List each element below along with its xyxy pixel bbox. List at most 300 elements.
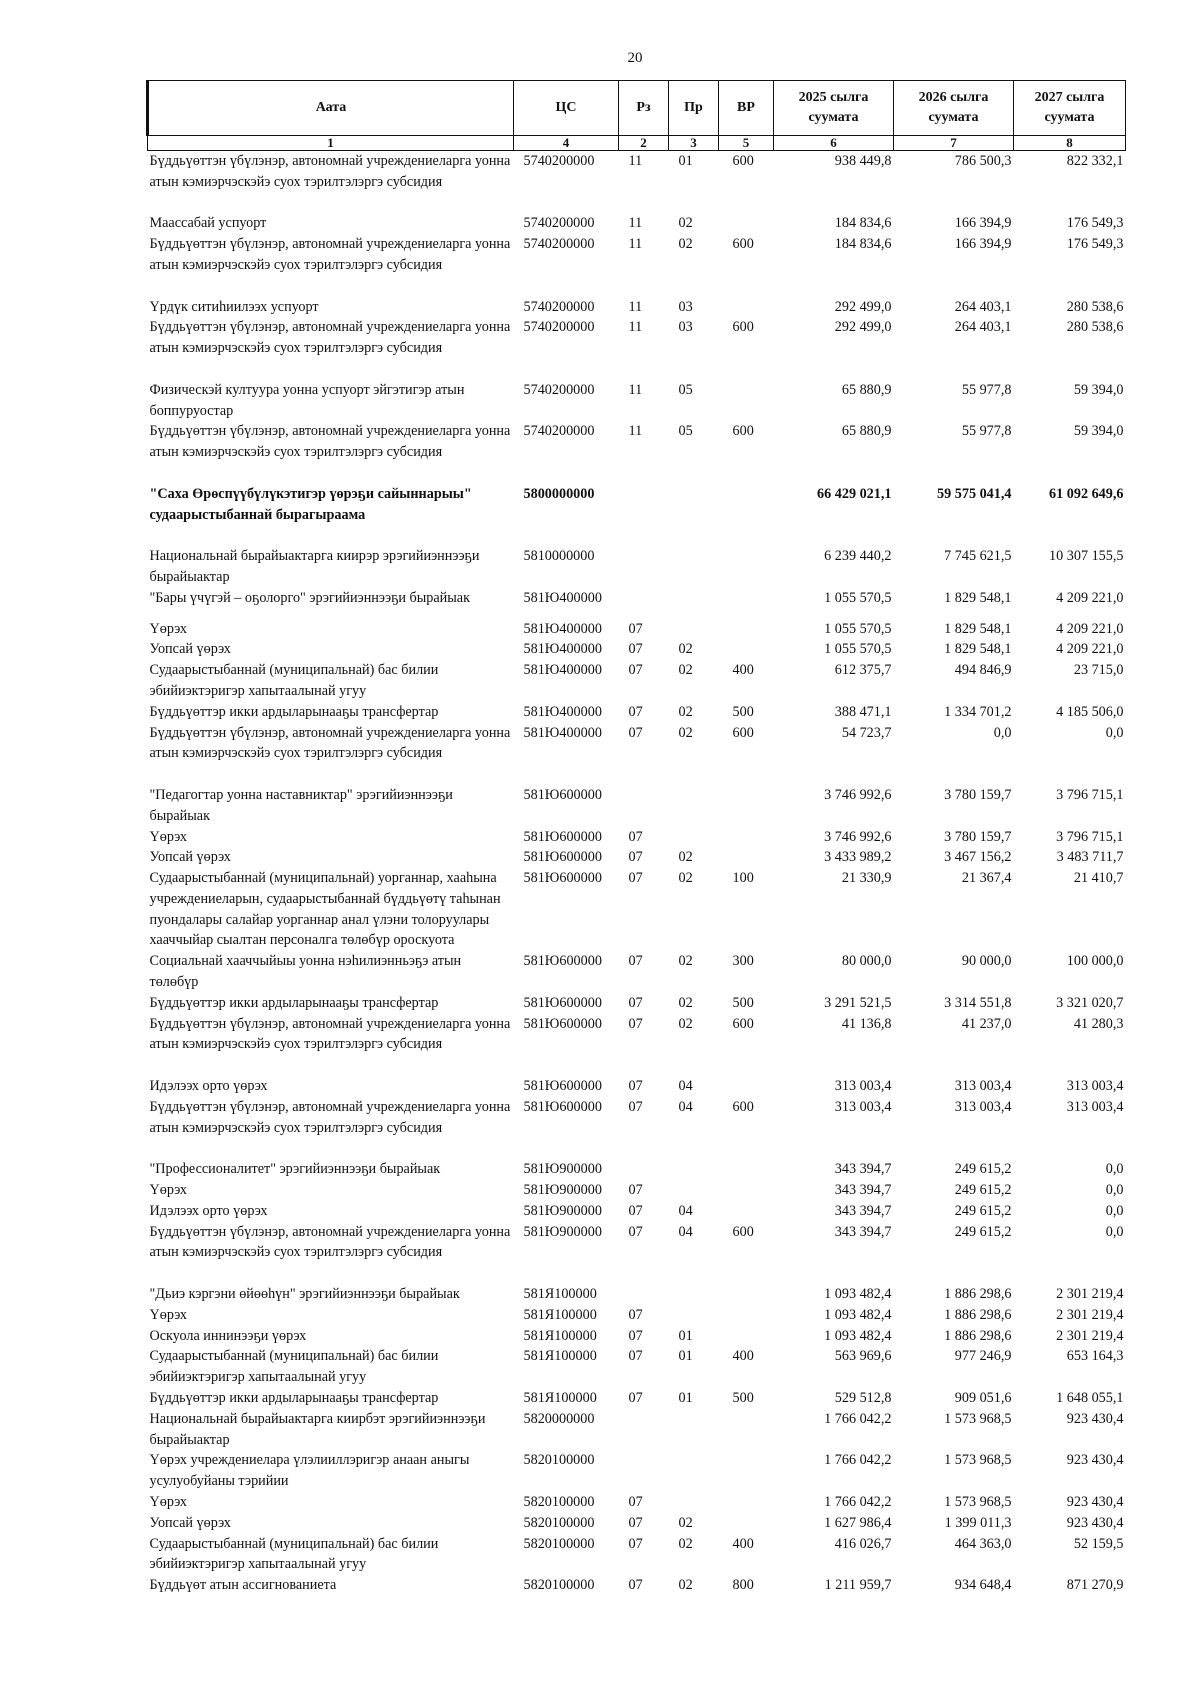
row-amount-2027: 923 430,4 [1066,1410,1124,1427]
row-section: 07 [628,641,643,658]
row-subsection [669,1305,719,1326]
row-amount-2025: 3 746 992,6 [824,786,892,803]
row-expense-type [719,1409,774,1451]
row-section: 07 [628,828,643,845]
row-section [619,588,669,609]
table-row [148,993,1126,1014]
row-amount-2027: 280 538,6 [1066,319,1124,336]
row-subsection: 02 [678,849,693,866]
row-amount-2027: 923 430,4 [1066,1494,1124,1510]
row-expense-type [719,1305,774,1326]
table-row [148,723,1126,765]
row-amount-2026: 59 575 041,4 [937,485,1012,502]
row-name: Бүддьүөттэн үбүлэнэр, автономнай учреждениеларга уонна атын кэмиэрчэскэйэ суох тэрилтэлэргэ субсидия [149,153,511,190]
row-subsection [669,484,719,526]
row-name: Уопсай үөрэх [149,849,231,866]
header-number: 1 [148,136,514,151]
row-amount-2027: 653 164,3 [1066,1348,1124,1365]
row-subsection: 02 [678,1015,693,1032]
row-amount-2027: 0,0 [1105,724,1124,741]
row-expense-type [719,297,774,318]
row-name: Социальнай хааччыйыы уонна нэһилиэнньэҕэ атын төлөбүр [149,953,462,991]
row-amount-2025: 938 449,8 [834,153,892,169]
row-name: Үөрэх [149,1494,187,1510]
spacer-cell [148,1138,1126,1159]
row-name: "Дьиэ кэргэни өйөөһүн" эрэгийиэннээҕи бырайыак [149,1286,460,1303]
row-name: Үөрэх [149,1182,187,1199]
row-name: Бүддьүөттэр икки ардыларынааҕы трансфертар [149,703,439,720]
row-code: 581Ю900000 [523,1182,602,1199]
row-code: 581Я100000 [523,1390,597,1407]
spacer-cell [148,1055,1126,1076]
spacer-row [148,1263,1126,1284]
row-amount-2026: 55 977,8 [961,381,1012,398]
row-subsection: 04 [678,1078,693,1095]
row-amount-2026: 934 648,4 [954,1577,1012,1594]
row-name: Бүддьүөттэн үбүлэнэр, автономнай учреждениеларга уонна атын кэмиэрчэскэйэ суох тэрилтэлэргэ субсидия [149,236,511,273]
row-expense-type: 600 [732,724,754,741]
spacer-cell [148,764,1126,785]
row-section: 07 [628,1015,643,1032]
row-expense-type [719,1201,774,1222]
row-amount-2027: 0,0 [1105,1202,1124,1219]
table-body [148,151,1126,1596]
row-expense-type [719,380,774,422]
row-amount-2026: 3 780 159,7 [944,828,1012,845]
row-section: 07 [628,662,643,679]
row-section: 07 [628,1514,643,1531]
row-section [619,484,669,526]
row-subsection [669,1159,719,1180]
header-number: 5 [719,136,774,151]
row-subsection [669,785,719,827]
row-amount-2025: 65 880,9 [841,423,892,440]
row-code: 5820100000 [523,1514,595,1531]
row-section: 07 [628,1327,643,1344]
header-vr: ВР [719,81,774,136]
row-amount-2025: 343 394,7 [834,1161,892,1178]
row-subsection [669,588,719,609]
budget-table [146,80,1126,1596]
row-amount-2025: 529 512,8 [834,1390,892,1407]
row-expense-type [719,1076,774,1097]
table-row [148,421,1126,463]
row-section: 11 [628,423,643,440]
row-name: Оскуола иннинээҕи үөрэх [149,1327,307,1344]
spacer-cell [148,193,1126,214]
row-name: Бүддьүөт атын ассигнованиета [149,1577,337,1594]
row-section [619,1284,669,1305]
header-cs: ЦС [514,81,619,136]
row-section: 07 [628,1494,643,1510]
row-amount-2026: 166 394,9 [954,215,1012,232]
row-name: Идэлээх орто үөрэх [149,1202,268,1219]
row-amount-2027: 10 307 155,5 [1049,548,1124,565]
row-section: 07 [628,870,643,887]
row-subsection: 01 [678,1327,693,1344]
row-name: Үөрэх [149,1306,187,1323]
table-row [148,1534,1126,1576]
row-section [619,785,669,827]
row-amount-2026: 7 745 621,5 [944,548,1012,565]
table-row [148,702,1126,723]
row-amount-2025: 1 766 042,2 [824,1494,892,1510]
header-2026: 2026 сылга суумата [894,81,1014,136]
spacer-cell [148,1263,1126,1284]
row-amount-2025: 1 055 570,5 [824,641,892,658]
row-amount-2026: 55 977,8 [961,423,1012,440]
row-section [619,1450,669,1492]
row-amount-2025: 65 880,9 [841,381,892,398]
row-name: Судаарыстыбаннай (муниципальнай) уорганнар, хааһына учреждениеларын, судаарыстыбаннай бүддьүөтү таһынан пуондалары салайар уорганнар анал үлэни толоруулары хааччыйар сыалтан персоналга төлөбүр ороскуота [149,870,501,949]
row-amount-2026: 249 615,2 [954,1161,1012,1178]
row-code: 581Ю400000 [523,662,602,679]
row-section [619,546,669,588]
row-name: Бүддьүөттэр икки ардыларынааҕы трансфертар [149,994,439,1011]
row-section: 07 [628,1223,643,1240]
header-number: 7 [894,136,1014,151]
row-name: Идэлээх орто үөрэх [149,1078,268,1095]
row-subsection: 01 [678,153,693,169]
table-row [148,1180,1126,1201]
row-amount-2025: 6 239 440,2 [824,548,892,565]
table-row [148,639,1126,660]
row-amount-2025: 1 055 570,5 [824,589,892,606]
table-row [148,847,1126,868]
table-row [148,546,1126,588]
row-amount-2026: 166 394,9 [954,236,1012,253]
row-amount-2027: 3 796 715,1 [1056,828,1124,845]
table-row [148,317,1126,359]
row-name: Судаарыстыбаннай (муниципальнай) бас билии эбийиэктэригэр хапытаалынай угуу [149,1535,439,1573]
row-section: 07 [628,1577,643,1594]
table-row [148,1513,1126,1534]
spacer-row [148,609,1126,619]
table-row [148,484,1126,526]
header-number: 8 [1014,136,1126,151]
row-amount-2026: 41 237,0 [961,1015,1012,1032]
row-code: 581Ю600000 [523,828,602,845]
table-row [148,151,1126,193]
row-amount-2027: 871 270,9 [1066,1577,1124,1594]
row-amount-2025: 313 003,4 [834,1098,892,1115]
row-amount-2027: 100 000,0 [1066,953,1124,970]
row-subsection: 03 [678,319,693,336]
row-amount-2026: 786 500,3 [954,153,1012,169]
row-name: Үрдүк ситиһиилээх успуорт [149,298,319,315]
row-amount-2027: 59 394,0 [1073,423,1124,440]
row-code: 5740200000 [523,423,595,440]
row-expense-type: 500 [732,994,754,1011]
row-code: 5740200000 [523,236,595,253]
table-row [148,1222,1126,1264]
row-code: 581Ю600000 [523,953,602,970]
header-name: Аата [148,81,514,136]
row-section: 07 [628,1306,643,1323]
row-code: 581Ю900000 [523,1223,602,1240]
row-section: 07 [628,1078,643,1095]
row-expense-type: 400 [732,662,754,679]
row-code: 5810000000 [523,548,595,565]
row-amount-2026: 494 846,9 [954,662,1012,679]
row-expense-type: 300 [732,953,754,970]
row-expense-type [719,1450,774,1492]
row-code: 5740200000 [523,153,595,169]
row-name: Үөрэх [149,828,187,845]
row-amount-2027: 61 092 649,6 [1049,485,1124,502]
row-subsection: 01 [678,1390,693,1407]
row-amount-2026: 21 367,4 [961,870,1012,887]
row-amount-2026: 1 573 968,5 [944,1452,1012,1469]
row-name: Үөрэх [149,620,187,637]
row-amount-2027: 0,0 [1105,1161,1124,1178]
header-rz: Рз [619,81,669,136]
row-amount-2027: 2 301 219,4 [1056,1286,1124,1303]
row-amount-2027: 4 209 221,0 [1056,641,1124,658]
row-name: Национальнай бырайыактарга киирбэт эрэгийиэннээҕи бырайыактар [149,1410,486,1448]
row-amount-2025: 343 394,7 [834,1182,892,1199]
header-2027: 2027 сылга суумата [1014,81,1126,136]
row-code: 581Ю900000 [523,1161,602,1178]
row-code: 5820100000 [523,1494,595,1510]
row-amount-2027: 4 185 506,0 [1056,703,1124,720]
row-expense-type: 800 [732,1577,754,1594]
row-amount-2025: 3 433 989,2 [824,849,892,866]
row-name: Үөрэх учреждениелара үлэлииллэригэр анаан аныгы усулуобуйаны тэрийии [149,1452,470,1490]
table-row [148,827,1126,848]
row-expense-type [719,1284,774,1305]
row-amount-2027: 3 796 715,1 [1056,786,1124,803]
row-expense-type: 500 [732,1390,754,1407]
row-amount-2027: 176 549,3 [1066,215,1124,232]
row-section: 07 [628,1348,643,1365]
row-amount-2027: 923 430,4 [1066,1452,1124,1469]
row-expense-type [719,827,774,848]
row-name: "Саха Өрөспүүбүлүкэтигэр үөрэҕи сайыннарыы" судаарыстыбаннай бырагыраама [149,485,472,523]
row-section: 11 [628,298,643,315]
spacer-cell [148,359,1126,380]
row-code: 5740200000 [523,381,595,398]
row-code: 5820100000 [523,1535,595,1552]
row-code: 581Я100000 [523,1348,597,1365]
row-subsection: 02 [678,662,693,679]
row-expense-type [719,1513,774,1534]
row-subsection [669,1409,719,1451]
row-amount-2025: 313 003,4 [834,1078,892,1095]
row-code: 5820100000 [523,1452,595,1469]
row-expense-type [719,1180,774,1201]
header-number: 4 [514,136,619,151]
row-expense-type: 600 [732,319,754,336]
row-amount-2027: 3 321 020,7 [1056,994,1124,1011]
row-section: 07 [628,1390,643,1407]
header-number: 6 [774,136,894,151]
row-section: 11 [628,215,643,232]
row-amount-2025: 343 394,7 [834,1202,892,1219]
row-expense-type [719,546,774,588]
row-subsection [669,1450,719,1492]
row-amount-2025: 1 093 482,4 [824,1327,892,1344]
budget-table-container [146,80,1124,1596]
row-subsection: 04 [678,1223,693,1240]
row-subsection: 02 [678,215,693,232]
spacer-cell [148,463,1126,484]
row-code: 581Ю600000 [523,849,602,866]
row-amount-2026: 464 363,0 [954,1535,1012,1552]
row-code: 581Ю600000 [523,1078,602,1095]
row-amount-2026: 1 829 548,1 [944,589,1012,606]
row-expense-type [719,847,774,868]
row-subsection: 02 [678,1535,693,1552]
row-amount-2025: 1 211 959,7 [824,1577,892,1594]
row-subsection: 02 [678,994,693,1011]
row-subsection: 02 [678,870,693,887]
row-expense-type: 100 [732,870,754,887]
table-row [148,1346,1126,1388]
row-amount-2026: 909 051,6 [954,1390,1012,1407]
row-amount-2025: 1 093 482,4 [824,1286,892,1303]
header-number: 3 [669,136,719,151]
row-amount-2025: 184 834,6 [834,236,892,253]
row-code: 581Ю600000 [523,786,602,803]
row-amount-2027: 59 394,0 [1073,381,1124,398]
spacer-row [148,463,1126,484]
row-name: Бүддьүөттэр икки ардыларынааҕы трансфертар [149,1390,439,1407]
row-amount-2027: 21 410,7 [1073,870,1124,887]
table-row [148,1575,1126,1596]
row-expense-type: 600 [732,1015,754,1032]
row-code: 5820000000 [523,1410,595,1427]
row-code: 581Ю600000 [523,870,602,887]
row-code: 581Ю600000 [523,1098,602,1115]
table-row [148,1284,1126,1305]
spacer-row [148,1138,1126,1159]
spacer-row [148,1055,1126,1076]
row-code: 581Ю600000 [523,994,602,1011]
row-name: Бүддьүөттэн үбүлэнэр, автономнай учреждениеларга уонна атын кэмиэрчэскэйэ суох тэрилтэлэргэ субсидия [149,1223,511,1261]
row-code: 581Ю400000 [523,641,602,658]
row-amount-2025: 3 746 992,6 [824,828,892,845]
row-expense-type: 500 [732,703,754,720]
row-amount-2025: 41 136,8 [841,1015,892,1032]
row-subsection: 02 [678,703,693,720]
header-pr: Пр [669,81,719,136]
row-amount-2027: 2 301 219,4 [1056,1327,1124,1344]
row-expense-type [719,1492,774,1513]
row-amount-2025: 1 627 986,4 [824,1514,892,1531]
row-amount-2027: 52 159,5 [1073,1535,1124,1552]
row-name: "Бары үчүгэй – оҕолорго" эрэгийиэннээҕи бырайыак [149,589,470,606]
table-row [148,1492,1126,1513]
row-section: 07 [628,994,643,1011]
row-code: 581Я100000 [523,1306,597,1323]
row-expense-type [719,1159,774,1180]
spacer-row [148,525,1126,546]
table-row [148,1076,1126,1097]
row-expense-type [719,1326,774,1347]
row-amount-2026: 249 615,2 [954,1202,1012,1219]
row-amount-2025: 1 093 482,4 [824,1306,892,1323]
row-amount-2025: 184 834,6 [834,215,892,232]
row-code: 5740200000 [523,215,595,232]
row-expense-type [719,484,774,526]
row-name: Бүддьүөттэн үбүлэнэр, автономнай учреждениеларга уонна атын кэмиэрчэскэйэ суох тэрилтэлэргэ субсидия [149,1098,511,1136]
row-subsection [669,1180,719,1201]
row-subsection: 04 [678,1098,693,1115]
row-expense-type: 600 [732,423,754,440]
row-amount-2026: 1 829 548,1 [944,641,1012,658]
row-name: Бүддьүөттэн үбүлэнэр, автономнай учреждениеларга уонна атын кэмиэрчэскэйэ суох тэрилтэлэргэ субсидия [149,1015,511,1053]
row-amount-2027: 313 003,4 [1066,1098,1124,1115]
row-code: 581Я100000 [523,1286,597,1303]
row-amount-2025: 54 723,7 [841,724,892,741]
row-name: Судаарыстыбаннай (муниципальнай) бас билии эбийиэктэригэр хапытаалынай угуу [149,662,439,699]
row-subsection: 05 [678,423,693,440]
row-name: "Профессионалитет" эрэгийиэннээҕи бырайыак [149,1161,441,1178]
row-subsection: 02 [678,953,693,970]
row-expense-type [719,785,774,827]
row-code: 581Я100000 [523,1327,597,1344]
row-amount-2025: 80 000,0 [841,953,892,970]
row-expense-type: 600 [732,1223,754,1240]
row-name: Маассабай успуорт [149,215,267,232]
row-section: 11 [628,236,643,253]
row-name: Судаарыстыбаннай (муниципальнай) бас билии эбийиэктэригэр хапытаалынай угуу [149,1348,439,1386]
row-amount-2026: 249 615,2 [954,1182,1012,1199]
row-expense-type [719,619,774,640]
row-amount-2025: 3 291 521,5 [824,994,892,1011]
row-amount-2026: 264 403,1 [954,319,1012,336]
spacer-cell [148,276,1126,297]
row-amount-2027: 4 209 221,0 [1056,620,1124,637]
row-section [619,1159,669,1180]
row-section: 07 [628,1098,643,1115]
row-subsection: 02 [678,1577,693,1594]
row-amount-2026: 90 000,0 [961,953,1012,970]
row-amount-2025: 21 330,9 [841,870,892,887]
row-amount-2025: 343 394,7 [834,1223,892,1240]
spacer-row [148,764,1126,785]
row-amount-2027: 0,0 [1105,1182,1124,1199]
table-row [148,1159,1126,1180]
row-amount-2027: 0,0 [1105,1223,1124,1240]
row-code: 581Ю400000 [523,589,602,606]
row-section: 07 [628,849,643,866]
row-code: 581Ю400000 [523,724,602,741]
table-row [148,1388,1126,1409]
row-name: Уопсай үөрэх [149,1514,231,1531]
row-amount-2025: 388 471,1 [834,703,892,720]
spacer-row [148,193,1126,214]
table-header [148,81,1126,151]
row-code: 5800000000 [523,485,595,502]
page-number: 20 [627,50,643,66]
row-amount-2026: 264 403,1 [954,298,1012,315]
table-row [148,660,1126,702]
row-expense-type: 600 [732,236,754,253]
table-row [148,951,1126,993]
row-amount-2027: 822 332,1 [1066,153,1124,169]
row-amount-2025: 563 969,6 [834,1348,892,1365]
table-row [148,234,1126,276]
table-row [148,619,1126,640]
row-amount-2026: 1 829 548,1 [944,620,1012,637]
table-row [148,1450,1126,1492]
spacer-cell [148,525,1126,546]
row-subsection: 04 [678,1202,693,1219]
row-amount-2026: 313 003,4 [954,1078,1012,1095]
row-amount-2027: 923 430,4 [1066,1514,1124,1531]
